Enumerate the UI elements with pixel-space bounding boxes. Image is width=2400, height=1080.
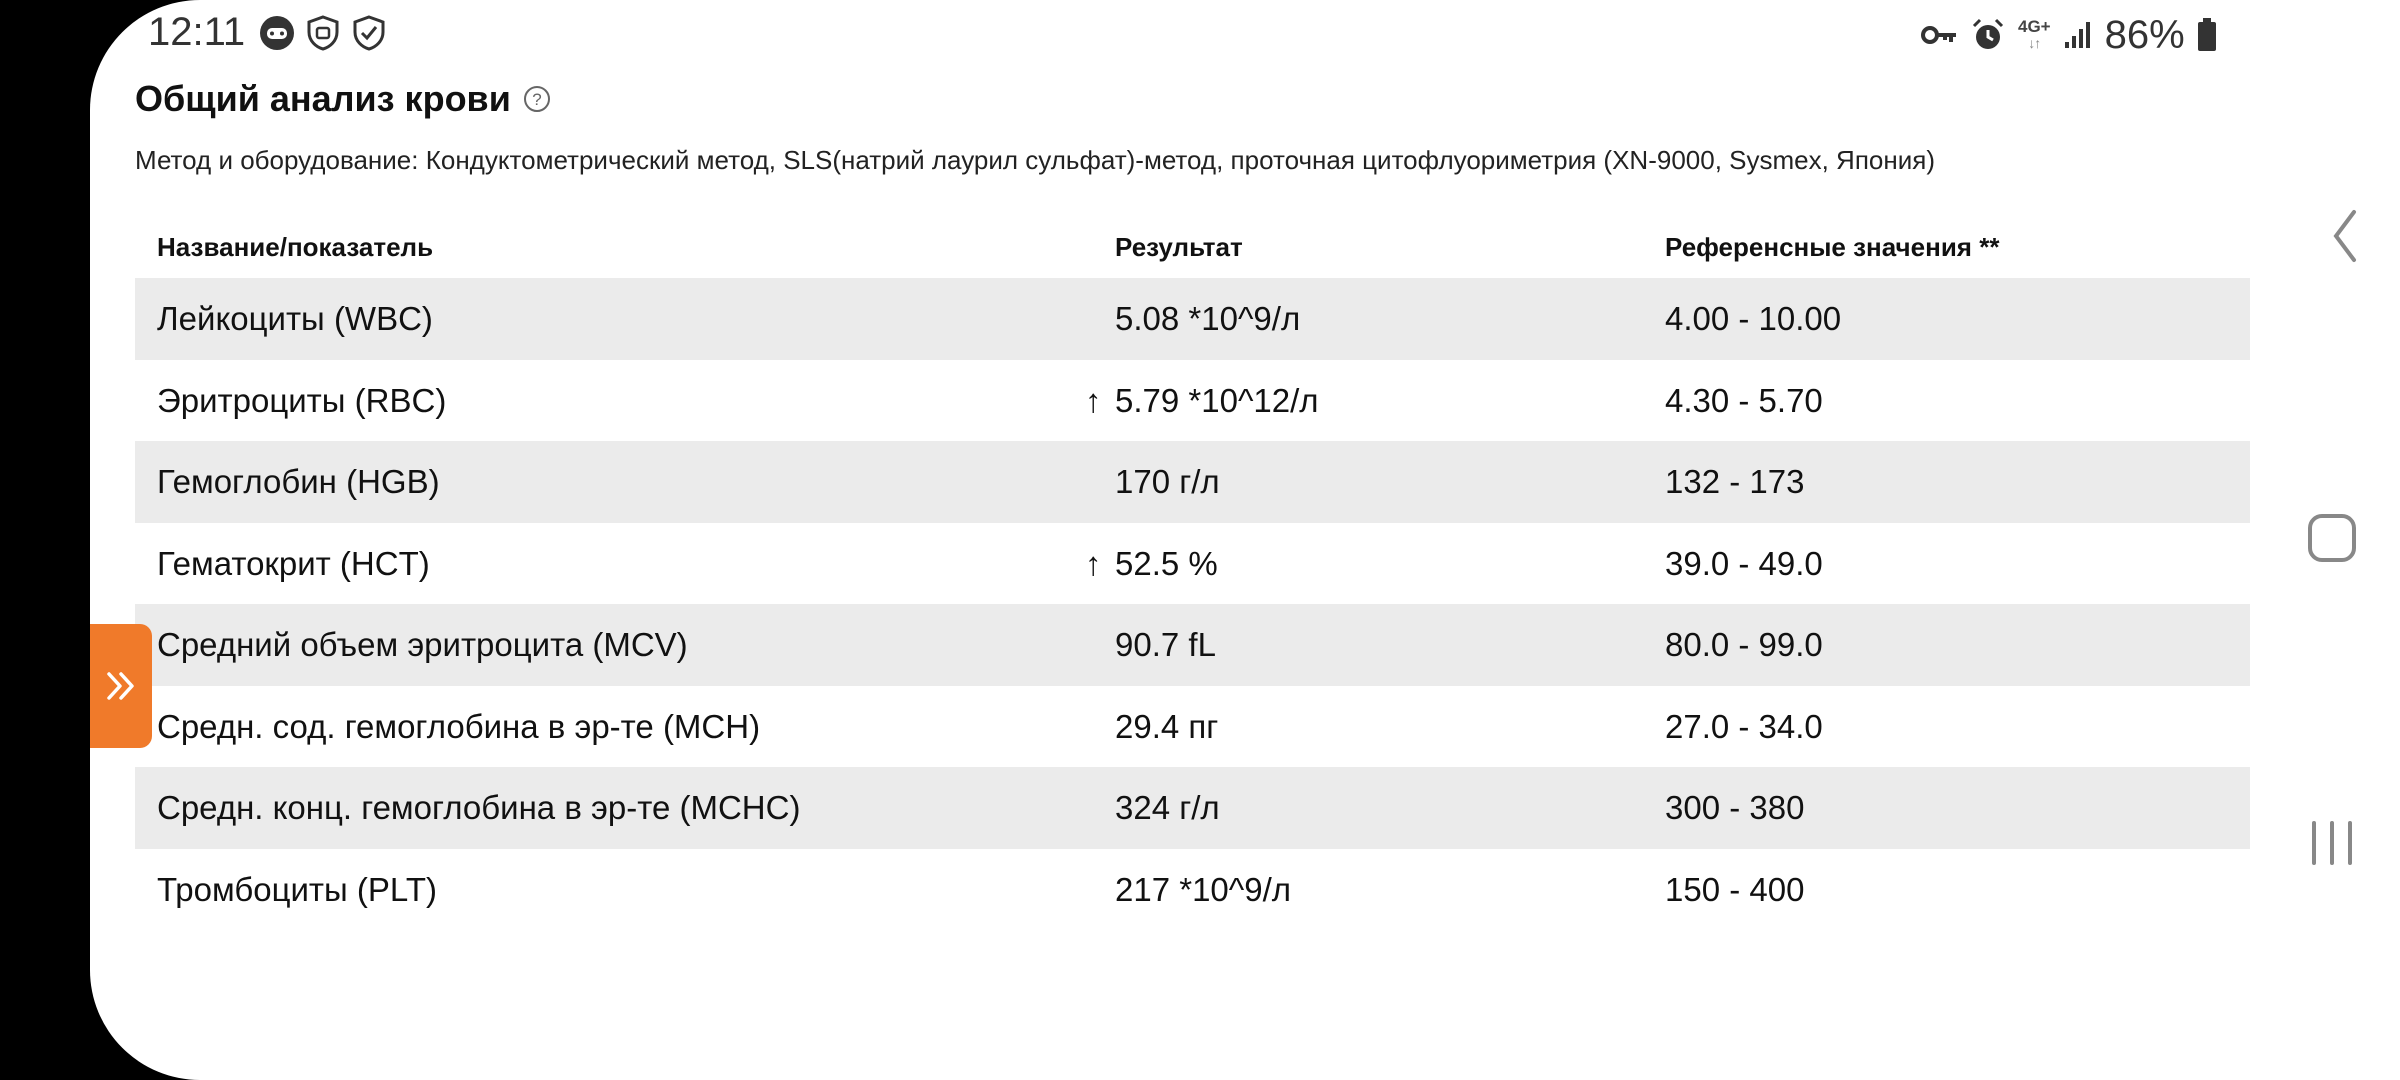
svg-text:?: ?	[532, 90, 542, 109]
row-result: 5.79 *10^12/л	[1115, 381, 1319, 419]
row-result: 90.7 fL	[1115, 626, 1216, 663]
row-reference: 132 - 173	[1665, 463, 1805, 500]
row-result: 170 г/л	[1115, 463, 1220, 500]
row-reference: 39.0 - 49.0	[1665, 544, 1823, 582]
row-reference: 4.00 - 10.00	[1665, 300, 1842, 337]
row-name: Средн. сод. гемоглобина в эр-те (MCH)	[157, 707, 761, 745]
row-result: 29.4 пг	[1115, 707, 1219, 745]
vpn-key-icon	[1920, 20, 1958, 50]
row-reference: 150 - 400	[1665, 870, 1805, 908]
row-flag-up-arrow: ↑	[1085, 544, 1102, 582]
table-row	[135, 360, 2250, 442]
row-result: 52.5 %	[1115, 544, 1218, 582]
battery-percent: 86%	[2104, 12, 2185, 57]
status-time: 12:11	[148, 10, 246, 54]
table-row	[135, 278, 2250, 360]
home-square-icon[interactable]	[2306, 512, 2358, 564]
verified-shield-icon	[350, 14, 388, 52]
table-row	[135, 686, 2250, 768]
row-result: 217 *10^9/л	[1115, 870, 1292, 908]
row-reference: 27.0 - 34.0	[1665, 707, 1823, 745]
alarm-icon	[1970, 17, 2006, 53]
recents-lines-icon[interactable]	[2308, 820, 2356, 866]
network-type: 4G+	[2018, 17, 2051, 36]
title-row	[135, 78, 551, 120]
row-name: Эритроциты (RBC)	[157, 381, 447, 419]
network-4g-icon: 4G+ ↓↑	[2018, 17, 2051, 51]
side-panel-handle[interactable]	[90, 624, 152, 748]
row-name: Средн. конц. гемоглобина в эр-те (MCHC)	[157, 789, 801, 826]
back-chevron-icon[interactable]	[2330, 208, 2360, 264]
row-result: 5.08 *10^9/л	[1115, 300, 1301, 337]
row-flag-up-arrow: ↑	[1085, 381, 1102, 419]
status-bar	[90, 0, 2400, 70]
table-row	[135, 523, 2250, 605]
row-reference: 80.0 - 99.0	[1665, 626, 1823, 663]
table-row	[135, 767, 2250, 849]
row-result: 324 г/л	[1115, 789, 1220, 826]
row-reference: 4.30 - 5.70	[1665, 381, 1823, 419]
table-row	[135, 849, 2250, 931]
game-controller-icon	[258, 14, 296, 52]
row-reference: 300 - 380	[1665, 789, 1805, 826]
method-description: Метод и оборудование: Кондуктометрический метод, SLS(натрий лаурил сульфат)-метод, проточная цитофлуориметрия (XN-9000, Sysmex, Япония)	[135, 145, 1935, 175]
table-row	[135, 441, 2250, 523]
header-name: Название/показатель	[157, 232, 434, 262]
table-row	[135, 604, 2250, 686]
question-circle-icon[interactable]	[523, 85, 551, 113]
row-name: Гемоглобин (HGB)	[157, 463, 440, 500]
signal-icon	[2063, 20, 2093, 50]
results-table	[135, 210, 2250, 930]
shield-icon	[304, 14, 342, 52]
row-name: Тромбоциты (PLT)	[157, 870, 437, 908]
status-left-icons	[258, 14, 388, 52]
header-result: Результат	[1115, 232, 1243, 262]
double-chevron-right-icon	[104, 669, 138, 703]
row-name: Гематокрит (HCT)	[157, 544, 430, 582]
row-name: Средний объем эритроцита (MCV)	[157, 626, 688, 663]
header-reference: Референсные значения **	[1665, 232, 2000, 262]
status-right-icons	[1920, 10, 2217, 60]
battery-icon	[2197, 18, 2217, 52]
page-title: Общий анализ крови	[135, 78, 511, 119]
app-screen	[90, 0, 2400, 1080]
row-name: Лейкоциты (WBC)	[157, 300, 433, 337]
table-header	[135, 210, 2250, 278]
